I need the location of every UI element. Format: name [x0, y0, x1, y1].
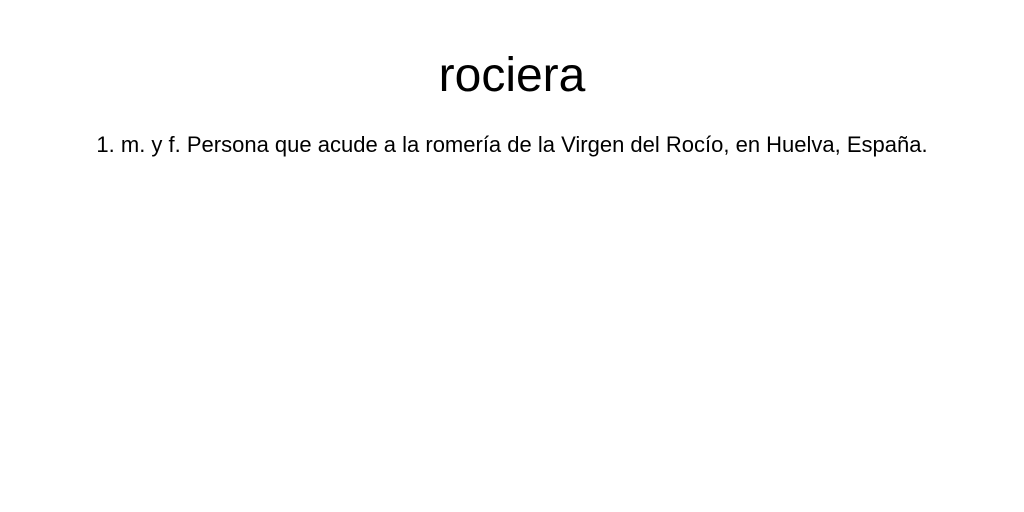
entry-definition: 1. m. y f. Persona que acude a la romería de la Virgen del Rocío, en Huelva, España. [96, 132, 928, 157]
entry-word: rociera [438, 49, 586, 102]
